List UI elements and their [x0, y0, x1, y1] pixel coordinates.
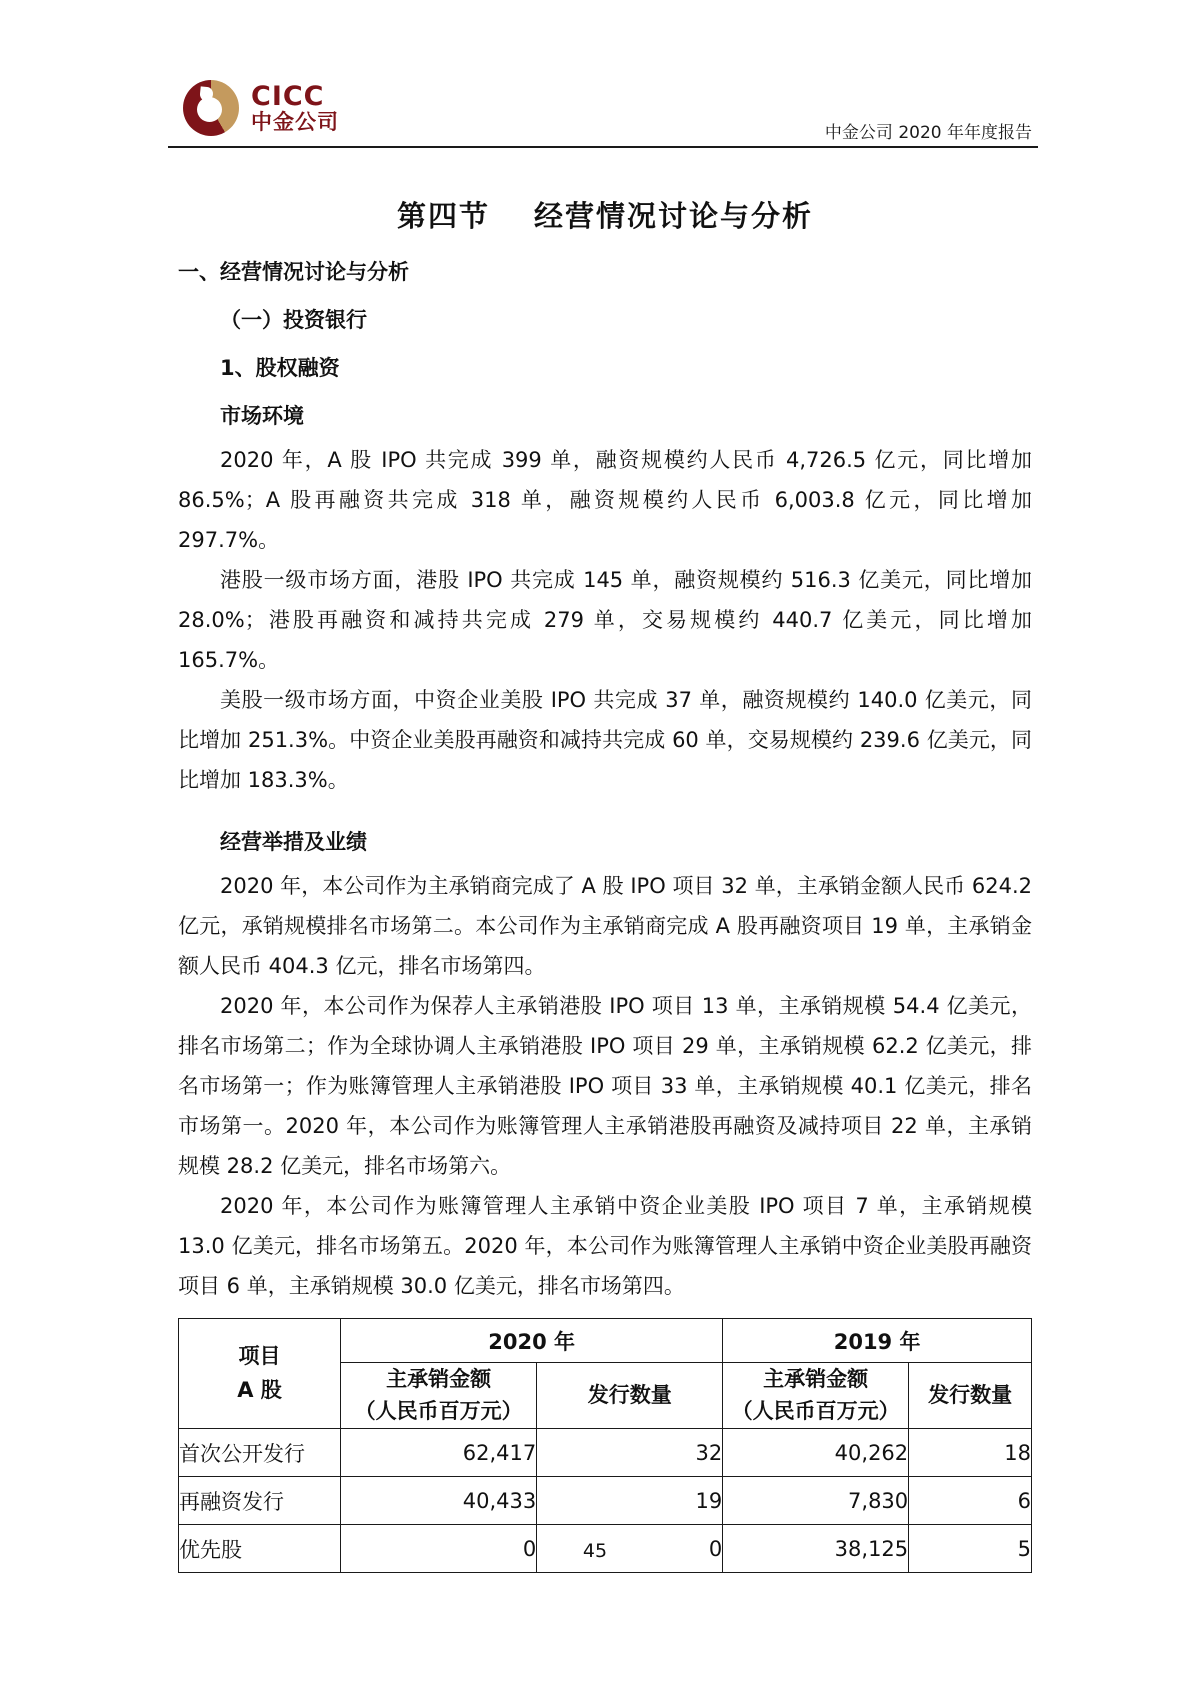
table-header-item-line2: A 股: [237, 1377, 282, 1402]
table-cell-value: 5: [909, 1525, 1032, 1573]
paragraph-us-results: 2020 年，本公司作为账簿管理人主承销中资企业美股 IPO 项目 7 单，主承销规模 13.0 亿美元，排名市场第五。2020 年，本公司作为账簿管理人主承销中资企业美股再融资项目 6 单，主承销规模 30.0 亿美元，排名市场第四。: [178, 1194, 1032, 1298]
table-header-item-line1: 项目: [238, 1343, 281, 1368]
amount-header-line1: 主承销金额: [763, 1367, 869, 1391]
amount-header-line1: 主承销金额: [386, 1367, 492, 1391]
table-cell-value: 32: [537, 1429, 723, 1477]
table-header-count-2020: 发行数量: [537, 1363, 723, 1429]
table-cell-value: 18: [909, 1429, 1032, 1477]
paragraph-a-share-market: 2020 年，A 股 IPO 共完成 399 单，融资规模约人民币 4,726.5 亿元，同比增加 86.5%；A 股再融资共完成 318 单，融资规模约人民币 6,003.8 亿元，同比增加 297.7%。: [178, 448, 1032, 552]
table-cell-value: 40,433: [341, 1477, 537, 1525]
section-title-number: 第四节: [396, 199, 490, 233]
table-cell-value: 40,262: [723, 1429, 909, 1477]
table-header-count-2019: 发行数量: [909, 1363, 1032, 1429]
table-header-amount-2020: [341, 1363, 537, 1429]
logo-hole-shape: [197, 97, 222, 122]
amount-header-line2: （人民币百万元）: [731, 1398, 900, 1423]
paragraph-hk-results: 2020 年，本公司作为保荐人主承销港股 IPO 项目 13 单，主承销规模 54.4 亿美元，排名市场第二；作为全球协调人主承销港股 IPO 项目 29 单，主承销规模 62.2 亿美元，排名市场第一；作为账簿管理人主承销港股 IPO 项目 33 单，主承销规模 40.1 亿美元，排名市场第一。2020 年，本公司作为账簿管理人主承销港股再融资及减持项目 22 单，主承销规模 28.2 亿美元，排名市场第六。: [178, 994, 1032, 1178]
page-number: 45: [582, 1540, 608, 1562]
table-cell-value: 19: [537, 1477, 723, 1525]
cicc-logo-icon: [183, 80, 239, 136]
table-cell-label: 首次公开发行: [179, 1429, 341, 1477]
table-cell-label: 再融资发行: [179, 1477, 341, 1525]
heading-market-environment: 市场环境: [220, 404, 304, 428]
heading-operations-results: 经营举措及业绩: [220, 830, 367, 854]
report-title-header: 中金公司 2020 年年度报告: [824, 123, 1032, 143]
table-cell-value: 0: [341, 1525, 537, 1573]
logo-text-en: CICC: [251, 80, 325, 112]
section-title-text: 经营情况讨论与分析: [534, 199, 814, 233]
table-header-item: [179, 1319, 341, 1429]
table-cell-value: 62,417: [341, 1429, 537, 1477]
heading-investment-banking: （一）投资银行: [220, 308, 367, 332]
page-footer: [0, 1540, 1190, 1562]
table-cell-value: 6: [909, 1477, 1032, 1525]
heading-equity-financing: 1、股权融资: [220, 356, 340, 380]
document-body: [178, 180, 1032, 1573]
table-cell-label: 优先股: [179, 1525, 341, 1573]
amount-header-line2: （人民币百万元）: [354, 1398, 523, 1423]
table-header-year-2020: 2020 年: [341, 1319, 723, 1363]
table-row-refinancing: [179, 1477, 1032, 1525]
section-title: [178, 194, 1032, 238]
table-row-ipo: [179, 1429, 1032, 1477]
table-cell-value: 38,125: [723, 1525, 909, 1573]
cicc-logo: [183, 80, 339, 136]
heading-discussion-analysis: 一、经营情况讨论与分析: [178, 260, 409, 284]
paragraph-hk-market: 港股一级市场方面，港股 IPO 共完成 145 单，融资规模约 516.3 亿美元，同比增加 28.0%；港股再融资和减持共完成 279 单，交易规模约 440.7 亿美元，同比增加 165.7%。: [178, 568, 1032, 672]
table-cell-value: 7,830: [723, 1477, 909, 1525]
logo-wordmark: [251, 80, 339, 135]
a-share-underwriting-table: [178, 1318, 1032, 1573]
paragraph-a-share-results: 2020 年，本公司作为主承销商完成了 A 股 IPO 项目 32 单，主承销金额人民币 624.2 亿元，承销规模排名市场第二。本公司作为主承销商完成 A 股再融资项目 19 单，主承销金额人民币 404.3 亿元，排名市场第四。: [178, 874, 1032, 978]
table-cell-value: 0: [537, 1525, 723, 1573]
logo-text-cn: 中金公司: [251, 110, 339, 135]
header-divider: [168, 146, 1038, 148]
table-header-amount-2019: [723, 1363, 909, 1429]
paragraph-us-market: 美股一级市场方面，中资企业美股 IPO 共完成 37 单，融资规模约 140.0 亿美元，同比增加 251.3%。中资企业美股再融资和减持共完成 60 单，交易规模约 239.6 亿美元，同比增加 183.3%。: [178, 688, 1032, 792]
table-header-year-2019: 2019 年: [723, 1319, 1032, 1363]
